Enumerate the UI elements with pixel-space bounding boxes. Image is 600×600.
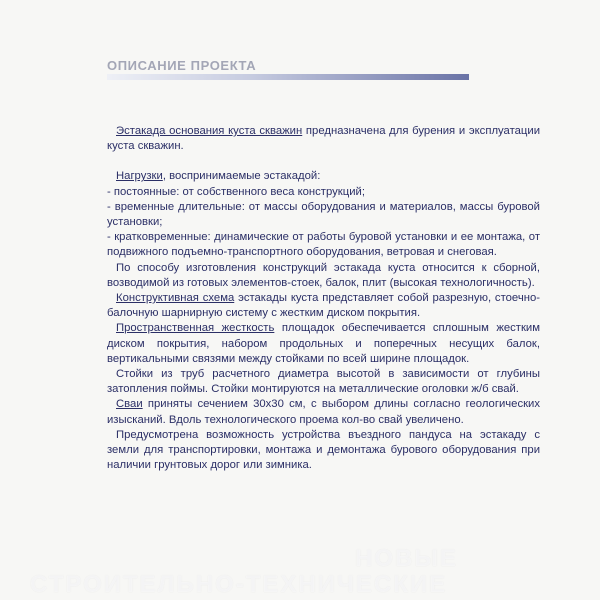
project-description — [107, 124, 540, 473]
paragraph-columns: Стойки из труб расчетного диаметра высотой в зависимости от глубины затопления поймы. Стойки монтируются на металлические оголовки ж/б свай. — [107, 368, 540, 396]
title-underline-bar — [107, 74, 469, 80]
term-loads: Нагрузки — [116, 170, 163, 183]
term-piles: Сваи — [116, 398, 143, 411]
section-title: ОПИСАНИЕ ПРОЕКТА — [107, 58, 257, 73]
term-estakada: Эстакада основания куста скважин — [116, 125, 303, 137]
watermark-line-1: НОВЫЕ — [355, 545, 458, 572]
paragraph-text: площадок обеспечивается сплошным жестким диском покрытия, набором продольных и поперечных несущих балок, вертикальными связями между стойками по всей ширине площадок. — [107, 322, 540, 365]
list-item-temporary: - временные длительные: от массы оборудования и материалов, массы буровой установки; — [107, 200, 540, 229]
paragraph-manufacturing: По способу изготовления конструкций эстакада куста относится к сборной, возводимой из готовых элементов-стоек, балок, плит (высокая технологичность). — [107, 261, 540, 289]
watermark-line-2: СТРОИТЕЛЬНО-ТЕХНИЧЕСКИЕ — [30, 571, 448, 598]
paragraph-loads — [107, 169, 540, 184]
term-structural-scheme: Конструктивная схема — [116, 292, 235, 305]
paragraph-text: эстакады куста представляет собой разрезную, стоечно-балочную шарнирную систему с жестким диском покрытия. — [107, 292, 540, 320]
paragraph-ramp: Предусмотрена возможность устройства въездного пандуса на эстакаду с земли для транспортировки, монтажа и демонтажа бурового оборудования при наличии грунтовых дорог или зимника. — [107, 428, 540, 472]
paragraph-structural-scheme — [107, 291, 540, 321]
paragraph-rigidity — [107, 321, 540, 367]
list-item-short-term: - кратковременные: динамические от работы буровой установки и ее монтажа, от подвижного подъемно-транспортного оборудования, ветровая и снеговая. — [107, 231, 540, 259]
paragraph-purpose — [107, 124, 540, 154]
paragraph-text: , воспринимаемые эстакадой: — [162, 170, 321, 183]
paragraph-piles — [107, 397, 540, 427]
footer-watermark — [0, 535, 600, 600]
list-item-permanent: - постоянные: от собственного веса конструкций; — [107, 185, 365, 198]
paragraph-text: приняты сечением 30х30 см, с выбором длины согласно геологических изысканий. Вдоль технологического проема кол-во свай увеличено. — [107, 398, 540, 426]
paragraph-text: предназначена для бурения и эксплуатации куста скважин. — [107, 125, 541, 153]
term-rigidity: Пространственная жесткость — [116, 322, 275, 335]
